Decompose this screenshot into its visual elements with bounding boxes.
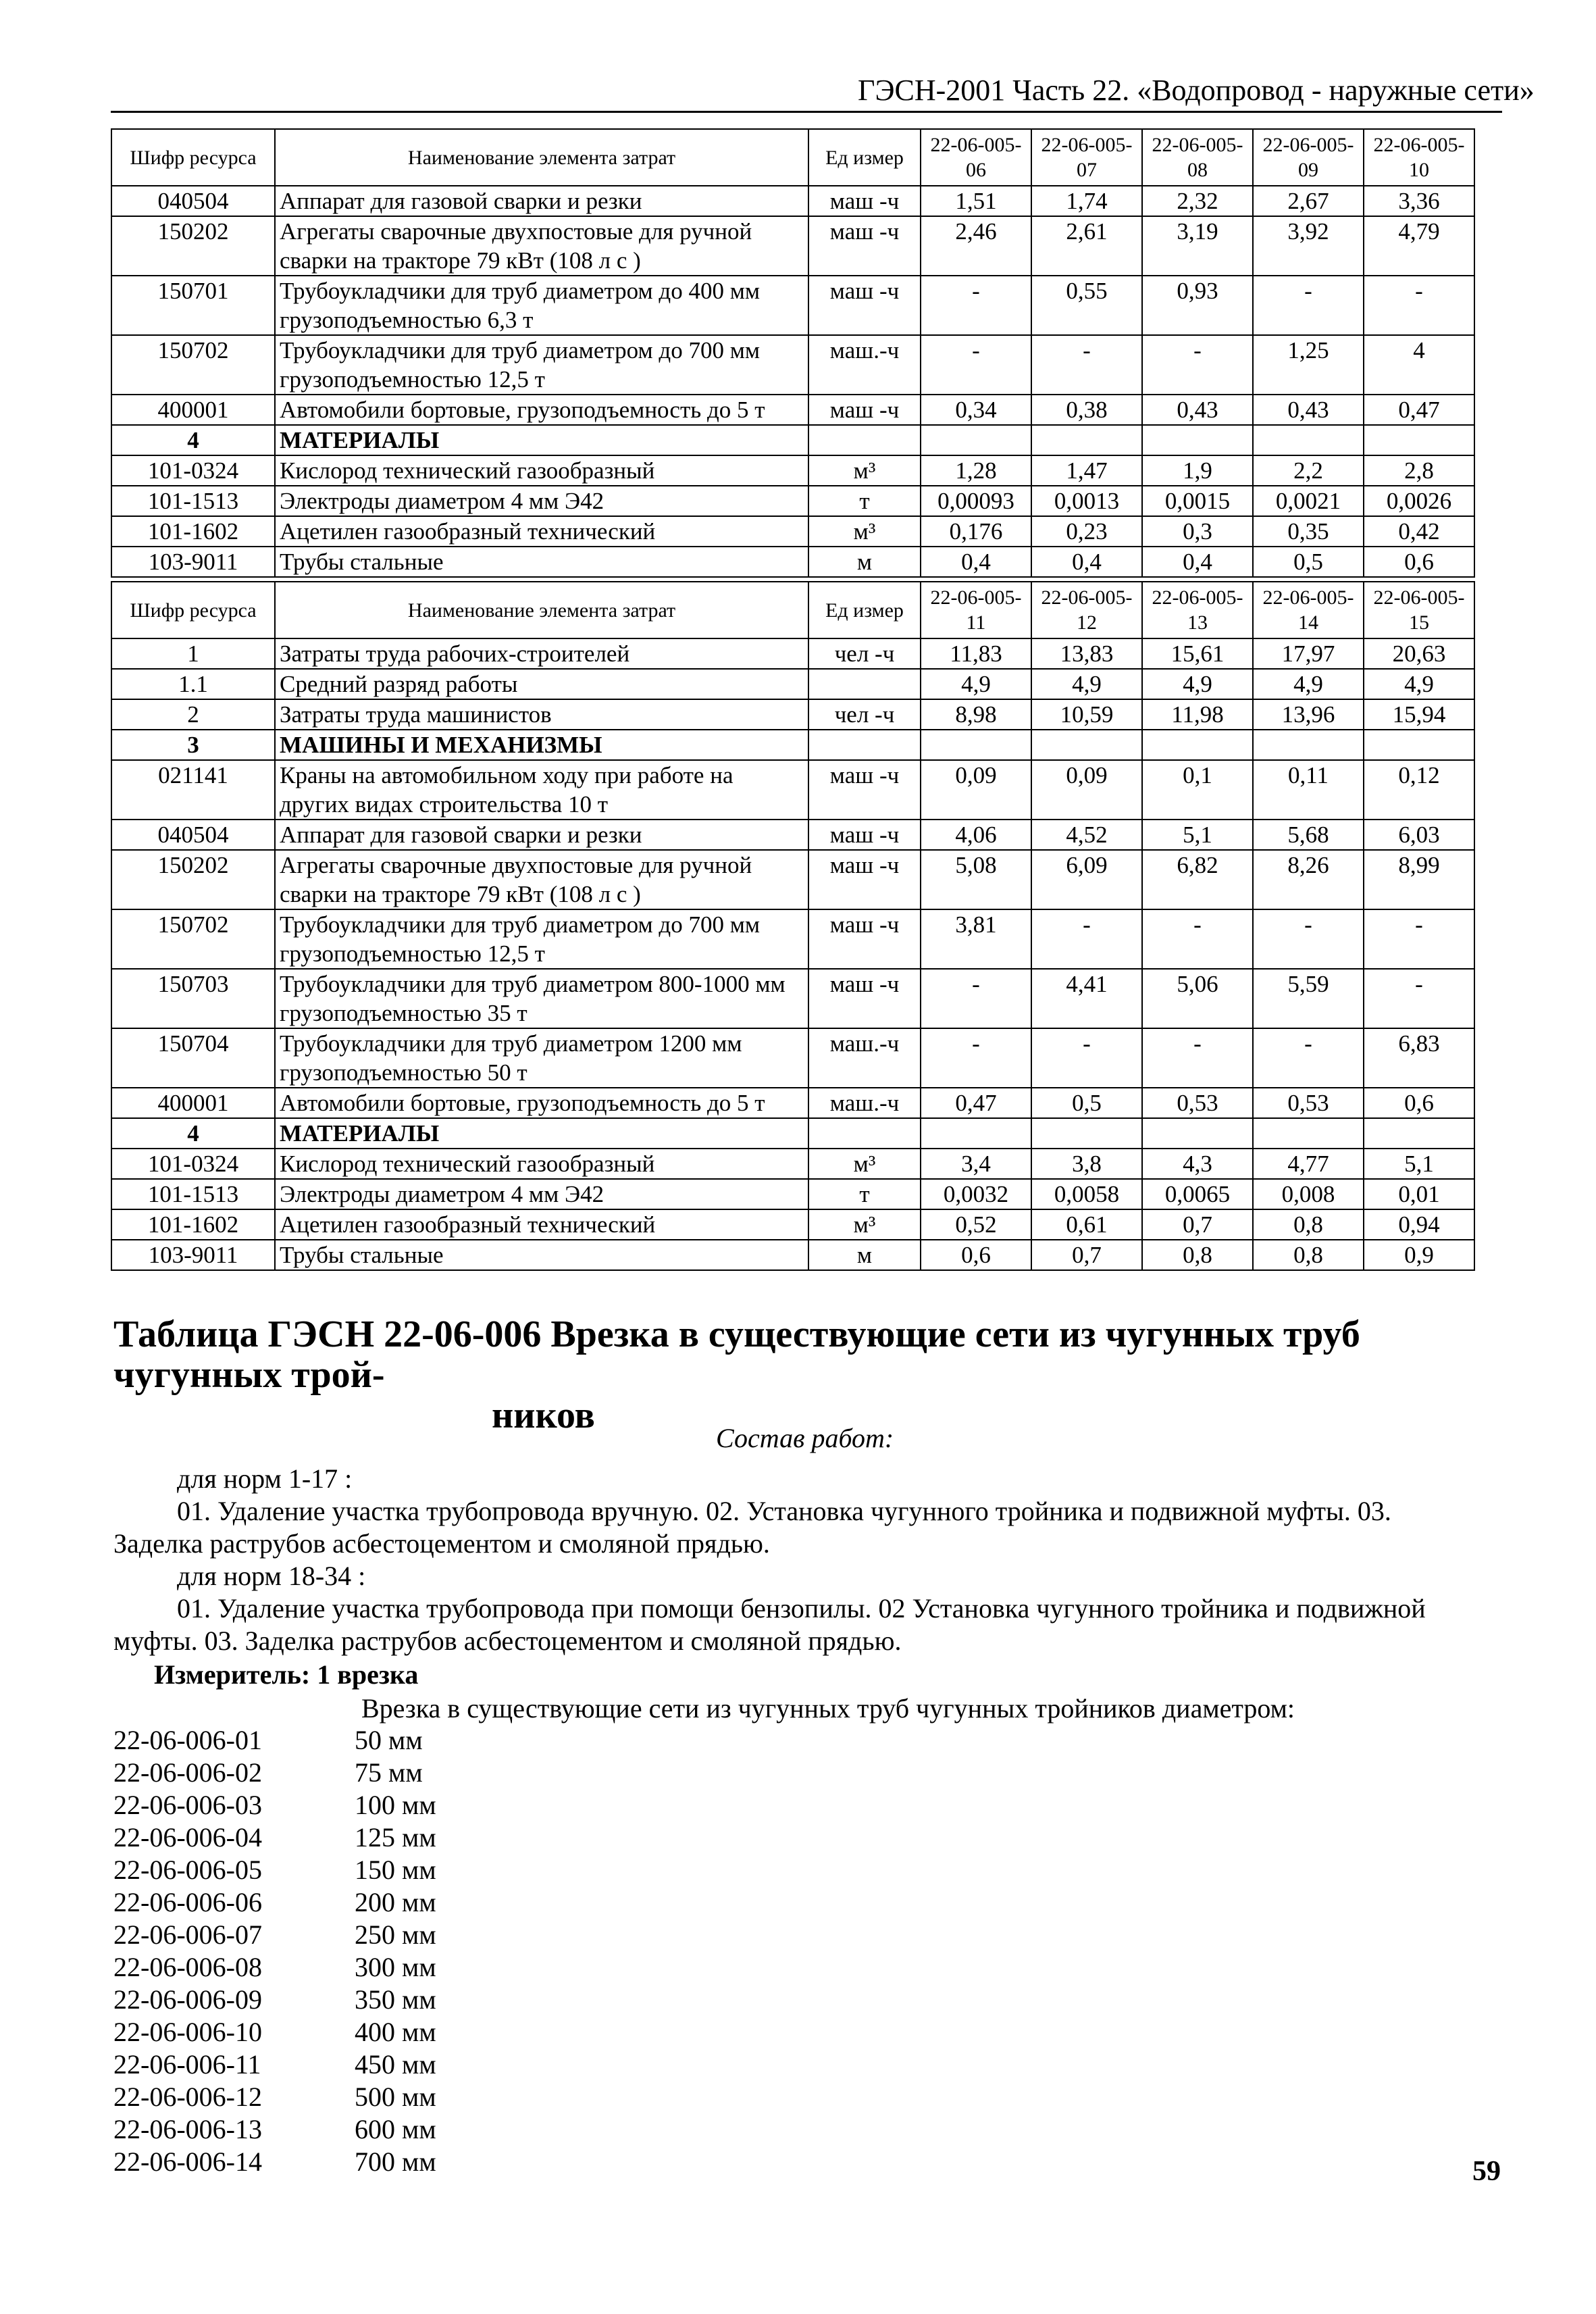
cell-value: 5,08 [921, 850, 1031, 909]
cell-value: 5,1 [1364, 1149, 1474, 1179]
cell-unit: м³ [808, 1149, 921, 1179]
table-row [111, 455, 1474, 486]
cell-value: 0,7 [1031, 1240, 1142, 1270]
cell-name: МАТЕРИАЛЫ [275, 1118, 808, 1149]
col-header-unit: Ед измер [808, 129, 921, 186]
cell-unit: маш -ч [808, 395, 921, 425]
norms-18-34-text-line1: 01. Удаление участка трубопровода при помощи бензопилы. 02 Установка чугунного тройника и подвижной [177, 1593, 1426, 1624]
cell-value: 0,3 [1142, 516, 1253, 547]
cell-value: 2,61 [1031, 216, 1142, 276]
cell-code: 150704 [111, 1028, 275, 1088]
table-row [111, 1209, 1474, 1240]
norm-code: 22-06-006-13 [113, 2114, 262, 2144]
cell-value: 8,26 [1253, 850, 1364, 909]
cell-value: - [921, 335, 1031, 395]
col-header-norm: 22-06-005-11 [921, 582, 1031, 638]
cell-value: 0,5 [1253, 547, 1364, 577]
norm-diameter: 75 мм [355, 1757, 423, 1788]
cell-value: 0,00093 [921, 486, 1031, 516]
cell-unit: м [808, 547, 921, 577]
cell-value: 11,83 [921, 638, 1031, 669]
cell-value: 0,0015 [1142, 486, 1253, 516]
cell-value: 4,9 [1142, 669, 1253, 699]
cell-value: 0,0058 [1031, 1179, 1142, 1209]
cell-unit: маш -ч [808, 276, 921, 335]
cell-value [1142, 425, 1253, 455]
cell-code: 040504 [111, 186, 275, 216]
cell-value: - [1142, 909, 1253, 969]
cell-value: 5,59 [1253, 969, 1364, 1028]
cell-value: 4,3 [1142, 1149, 1253, 1179]
cell-value: 3,4 [921, 1149, 1031, 1179]
cell-value: 10,59 [1031, 699, 1142, 730]
cell-value: 0,0032 [921, 1179, 1031, 1209]
cell-value: 17,97 [1253, 638, 1364, 669]
norm-code: 22-06-006-08 [113, 1952, 262, 1982]
table-row [111, 486, 1474, 516]
cell-code: 150703 [111, 969, 275, 1028]
cell-value: - [921, 276, 1031, 335]
col-header-norm: 22-06-005-12 [1031, 582, 1142, 638]
cell-value: 0,8 [1142, 1240, 1253, 1270]
cell-unit: м³ [808, 516, 921, 547]
norm-diameter: 700 мм [355, 2146, 436, 2177]
table-row [111, 276, 1474, 335]
cell-code: 150202 [111, 216, 275, 276]
norm-code: 22-06-006-06 [113, 1887, 262, 1917]
col-header-code: Шифр ресурса [111, 129, 275, 186]
table-row [111, 1088, 1474, 1118]
cell-value: - [1253, 909, 1364, 969]
col-header-norm: 22-06-005-10 [1364, 129, 1474, 186]
cell-unit: маш.-ч [808, 1088, 921, 1118]
cell-value: 0,12 [1364, 760, 1474, 820]
col-header-unit: Ед измер [808, 582, 921, 638]
norms-1-17-text-line1: 01. Удаление участка трубопровода вручную. 02. Установка чугунного тройника и подвижной муфты. 03. [177, 1496, 1391, 1526]
cell-name: Электроды диаметром 4 мм Э42 [275, 486, 808, 516]
cell-value: 0,7 [1142, 1209, 1253, 1240]
cell-unit: маш -ч [808, 216, 921, 276]
section-title-line1: Таблица ГЭСН 22-06-006 Врезка в существующие сети из чугунных труб чугунных трой- [113, 1313, 1360, 1396]
norm-diameter: 150 мм [355, 1855, 436, 1885]
cell-value: 4 [1364, 335, 1474, 395]
norm-diameter: 200 мм [355, 1887, 436, 1917]
cell-unit: т [808, 1179, 921, 1209]
cell-value: 3,92 [1253, 216, 1364, 276]
cell-name: Агрегаты сварочные двухпостовые для ручной сварки на тракторе 79 кВт (108 л с ) [275, 850, 808, 909]
cell-code: 1 [111, 638, 275, 669]
norm-diameter: 350 мм [355, 1984, 436, 2015]
cell-value: 4,9 [1031, 669, 1142, 699]
cell-value: - [1031, 909, 1142, 969]
norm-code: 22-06-006-02 [113, 1757, 262, 1788]
cell-unit: маш -ч [808, 186, 921, 216]
cell-value: 4,9 [1364, 669, 1474, 699]
table-row [111, 335, 1474, 395]
cell-value: 5,68 [1253, 820, 1364, 850]
cell-value [1253, 730, 1364, 760]
cell-unit: чел -ч [808, 638, 921, 669]
list-heading: Врезка в существующие сети из чугунных труб чугунных тройников диаметром: [361, 1693, 1295, 1724]
norm-code: 22-06-006-04 [113, 1822, 262, 1853]
norm-code: 22-06-006-09 [113, 1984, 262, 2015]
cell-name: Трубоукладчики для труб диаметром до 700 мм грузоподъемностью 12,5 т [275, 335, 808, 395]
col-header-norm: 22-06-005-15 [1364, 582, 1474, 638]
cell-value: 5,1 [1142, 820, 1253, 850]
cell-value: 20,63 [1364, 638, 1474, 669]
cell-value: 4,9 [921, 669, 1031, 699]
norm-code: 22-06-006-05 [113, 1855, 262, 1885]
cell-unit: маш -ч [808, 850, 921, 909]
cell-code: 101-0324 [111, 455, 275, 486]
cell-unit: м [808, 1240, 921, 1270]
cell-value: - [1031, 335, 1142, 395]
cell-name: Трубоукладчики для труб диаметром до 400 мм грузоподъемностью 6,3 т [275, 276, 808, 335]
table-row [111, 547, 1474, 577]
cell-value: 4,9 [1253, 669, 1364, 699]
cell-code: 103-9011 [111, 1240, 275, 1270]
cell-value: 1,25 [1253, 335, 1364, 395]
cell-value: 4,41 [1031, 969, 1142, 1028]
cell-value [1031, 730, 1142, 760]
cell-value: 3,81 [921, 909, 1031, 969]
cell-name: Трубоукладчики для труб диаметром 1200 мм грузоподъемностью 50 т [275, 1028, 808, 1088]
cell-code: 4 [111, 1118, 275, 1149]
cell-value: - [1142, 1028, 1253, 1088]
col-header-name: Наименование элемента затрат [275, 582, 808, 638]
cell-code: 400001 [111, 395, 275, 425]
cell-name: Трубы стальные [275, 547, 808, 577]
cell-value: 0,4 [921, 547, 1031, 577]
cell-code: 150701 [111, 276, 275, 335]
cell-value [921, 730, 1031, 760]
cell-value [1142, 730, 1253, 760]
cell-value: 0,43 [1253, 395, 1364, 425]
section-title-line2: ников [492, 1394, 595, 1436]
cell-value: - [1364, 909, 1474, 969]
cell-value: 0,43 [1142, 395, 1253, 425]
cell-value: 0,52 [921, 1209, 1031, 1240]
table-row [111, 186, 1474, 216]
cell-name: Кислород технический газообразный [275, 455, 808, 486]
cell-value: - [1364, 276, 1474, 335]
cell-name: Автомобили бортовые, грузоподъемность до 5 т [275, 395, 808, 425]
cell-value: 3,8 [1031, 1149, 1142, 1179]
norm-diameter: 600 мм [355, 2114, 436, 2144]
col-header-norm: 22-06-005-08 [1142, 129, 1253, 186]
cell-value: - [1142, 335, 1253, 395]
norms-1-17-label: для норм 1-17 : [177, 1463, 353, 1494]
cell-value: 0,35 [1253, 516, 1364, 547]
cell-value: 4,77 [1253, 1149, 1364, 1179]
table-section-row [111, 425, 1474, 455]
cell-value: 0,23 [1031, 516, 1142, 547]
cell-unit [808, 1118, 921, 1149]
cell-name: Краны на автомобильном ходу при работе на других видах строительства 10 т [275, 760, 808, 820]
norm-code: 22-06-006-11 [113, 2049, 261, 2080]
cell-value: 0,6 [1364, 547, 1474, 577]
cell-name: Ацетилен газообразный технический [275, 516, 808, 547]
cell-value: 0,53 [1142, 1088, 1253, 1118]
cell-value: 0,5 [1031, 1088, 1142, 1118]
cell-value: - [921, 969, 1031, 1028]
meter-label: Измеритель: 1 врезка [154, 1659, 419, 1690]
cell-value: 8,98 [921, 699, 1031, 730]
cell-unit: маш -ч [808, 820, 921, 850]
cell-name: Ацетилен газообразный технический [275, 1209, 808, 1240]
col-header-norm: 22-06-005-06 [921, 129, 1031, 186]
cell-value: 0,38 [1031, 395, 1142, 425]
table-row [111, 638, 1474, 669]
cell-value: 5,06 [1142, 969, 1253, 1028]
table-header-row [111, 582, 1474, 638]
cell-value: 0,42 [1364, 516, 1474, 547]
cell-value: 4,06 [921, 820, 1031, 850]
cell-code: 040504 [111, 820, 275, 850]
cell-name: Кислород технический газообразный [275, 1149, 808, 1179]
cell-value [1364, 1118, 1474, 1149]
cell-value: 4,52 [1031, 820, 1142, 850]
cell-value [1253, 425, 1364, 455]
cell-name: Затраты труда машинистов [275, 699, 808, 730]
section-title [113, 1314, 1505, 1436]
table-row [111, 760, 1474, 820]
cell-value: 6,83 [1364, 1028, 1474, 1088]
cell-value: 2,2 [1253, 455, 1364, 486]
cell-unit: маш.-ч [808, 335, 921, 395]
resource-table-1 [111, 128, 1475, 578]
norm-diameter: 100 мм [355, 1790, 436, 1820]
norm-code: 22-06-006-12 [113, 2082, 262, 2112]
cell-value: 0,94 [1364, 1209, 1474, 1240]
cell-name: Автомобили бортовые, грузоподъемность до 5 т [275, 1088, 808, 1118]
cell-value: 0,93 [1142, 276, 1253, 335]
page-header: ГЭСН-2001 Часть 22. «Водопровод - наружные сети» [858, 74, 1535, 107]
cell-value: 3,19 [1142, 216, 1253, 276]
cell-unit: маш.-ч [808, 1028, 921, 1088]
cell-value: 0,53 [1253, 1088, 1364, 1118]
cell-value: 1,28 [921, 455, 1031, 486]
norm-code: 22-06-006-14 [113, 2146, 262, 2177]
cell-name: МАШИНЫ И МЕХАНИЗМЫ [275, 730, 808, 760]
cell-unit: маш -ч [808, 909, 921, 969]
cell-value: 6,09 [1031, 850, 1142, 909]
col-header-norm: 22-06-005-07 [1031, 129, 1142, 186]
table-row [111, 969, 1474, 1028]
cell-value: 0,4 [1031, 547, 1142, 577]
cell-value: 0,01 [1364, 1179, 1474, 1209]
cell-unit: маш -ч [808, 969, 921, 1028]
norms-1-17-text-line2: Заделка раструбов асбестоцементом и смоляной прядью. [113, 1528, 770, 1559]
cell-code: 150702 [111, 909, 275, 969]
cell-value: 0,1 [1142, 760, 1253, 820]
norms-18-34-label: для норм 18-34 : [177, 1561, 366, 1591]
cell-value: 0,008 [1253, 1179, 1364, 1209]
cell-value: 1,47 [1031, 455, 1142, 486]
cell-code: 2 [111, 699, 275, 730]
cell-value: 6,03 [1364, 820, 1474, 850]
cell-unit: чел -ч [808, 699, 921, 730]
col-header-code: Шифр ресурса [111, 582, 275, 638]
cell-value: 0,6 [921, 1240, 1031, 1270]
cell-value: 13,83 [1031, 638, 1142, 669]
cell-value: 0,0021 [1253, 486, 1364, 516]
cell-name: Аппарат для газовой сварки и резки [275, 186, 808, 216]
cell-unit [808, 669, 921, 699]
cell-unit [808, 425, 921, 455]
cell-value: 2,67 [1253, 186, 1364, 216]
cell-value: 8,99 [1364, 850, 1474, 909]
cell-value: 6,82 [1142, 850, 1253, 909]
cell-value: - [1364, 969, 1474, 1028]
table-row [111, 850, 1474, 909]
cell-value: 0,6 [1364, 1088, 1474, 1118]
norm-code: 22-06-006-10 [113, 2017, 262, 2047]
cell-value: 1,51 [921, 186, 1031, 216]
cell-value [1142, 1118, 1253, 1149]
col-header-name: Наименование элемента затрат [275, 129, 808, 186]
header-rule [111, 111, 1502, 113]
cell-value: 13,96 [1253, 699, 1364, 730]
table-header-row [111, 129, 1474, 186]
cell-code: 150202 [111, 850, 275, 909]
cell-code: 103-9011 [111, 547, 275, 577]
norm-code: 22-06-006-01 [113, 1725, 262, 1755]
table-row [111, 699, 1474, 730]
table-section-row [111, 1118, 1474, 1149]
cell-code: 400001 [111, 1088, 275, 1118]
cell-value: 0,34 [921, 395, 1031, 425]
table-row [111, 820, 1474, 850]
resource-table-2 [111, 581, 1475, 1271]
cell-value: - [921, 1028, 1031, 1088]
table-row [111, 1179, 1474, 1209]
cell-name: Трубоукладчики для труб диаметром 800-1000 мм грузоподъемностью 35 т [275, 969, 808, 1028]
cell-value: 0,09 [1031, 760, 1142, 820]
cell-value: 2,46 [921, 216, 1031, 276]
cell-value: 0,0026 [1364, 486, 1474, 516]
cell-name: МАТЕРИАЛЫ [275, 425, 808, 455]
cell-code: 4 [111, 425, 275, 455]
cell-value: 11,98 [1142, 699, 1253, 730]
col-header-norm: 22-06-005-13 [1142, 582, 1253, 638]
cell-value [1031, 425, 1142, 455]
table-row [111, 669, 1474, 699]
cell-value: 0,8 [1253, 1209, 1364, 1240]
cell-value: 0,61 [1031, 1209, 1142, 1240]
cell-value: 0,47 [921, 1088, 1031, 1118]
norm-diameter: 450 мм [355, 2049, 436, 2080]
table-row [111, 1240, 1474, 1270]
cell-value: 1,74 [1031, 186, 1142, 216]
cell-value [1253, 1118, 1364, 1149]
cell-value: 3,36 [1364, 186, 1474, 216]
cell-code: 3 [111, 730, 275, 760]
cell-value [1364, 425, 1474, 455]
cell-name: Трубоукладчики для труб диаметром до 700 мм грузоподъемностью 12,5 т [275, 909, 808, 969]
cell-name: Агрегаты сварочные двухпостовые для ручной сварки на тракторе 79 кВт (108 л с ) [275, 216, 808, 276]
cell-name: Электроды диаметром 4 мм Э42 [275, 1179, 808, 1209]
cell-code: 101-1602 [111, 516, 275, 547]
cell-value [1364, 730, 1474, 760]
page-number: 59 [1472, 2156, 1501, 2187]
cell-unit [808, 730, 921, 760]
cell-value: 2,32 [1142, 186, 1253, 216]
norm-diameter: 250 мм [355, 1919, 436, 1950]
cell-code: 1.1 [111, 669, 275, 699]
cell-code: 101-0324 [111, 1149, 275, 1179]
table-section-row [111, 730, 1474, 760]
cell-name: Трубы стальные [275, 1240, 808, 1270]
norm-code: 22-06-006-03 [113, 1790, 262, 1820]
cell-value: 0,47 [1364, 395, 1474, 425]
cell-value: 0,0065 [1142, 1179, 1253, 1209]
cell-value: 2,8 [1364, 455, 1474, 486]
table-row [111, 1028, 1474, 1088]
cell-code: 021141 [111, 760, 275, 820]
norms-18-34-text-line2: муфты. 03. Заделка раструбов асбестоцементом и смоляной прядью. [113, 1626, 902, 1656]
composition-label: Состав работ: [716, 1423, 894, 1453]
cell-value: 0,09 [921, 760, 1031, 820]
cell-code: 101-1602 [111, 1209, 275, 1240]
cell-value: - [1253, 276, 1364, 335]
cell-name: Средний разряд работы [275, 669, 808, 699]
cell-name: Аппарат для газовой сварки и резки [275, 820, 808, 850]
norm-diameter: 400 мм [355, 2017, 436, 2047]
col-header-norm: 22-06-005-09 [1253, 129, 1364, 186]
cell-value: 0,11 [1253, 760, 1364, 820]
cell-unit: т [808, 486, 921, 516]
table-row [111, 516, 1474, 547]
cell-value: 0,0013 [1031, 486, 1142, 516]
cell-value: 0,4 [1142, 547, 1253, 577]
table-row [111, 216, 1474, 276]
cell-unit: м³ [808, 455, 921, 486]
norm-diameter: 500 мм [355, 2082, 436, 2112]
cell-code: 101-1513 [111, 1179, 275, 1209]
cell-code: 101-1513 [111, 486, 275, 516]
cell-code: 150702 [111, 335, 275, 395]
cell-value: - [1031, 1028, 1142, 1088]
cell-value: 0,176 [921, 516, 1031, 547]
table-row [111, 1149, 1474, 1179]
cell-value: 4,79 [1364, 216, 1474, 276]
col-header-norm: 22-06-005-14 [1253, 582, 1364, 638]
table-row [111, 395, 1474, 425]
cell-value [921, 425, 1031, 455]
cell-name: Затраты труда рабочих-строителей [275, 638, 808, 669]
cell-value: 0,55 [1031, 276, 1142, 335]
table-row [111, 909, 1474, 969]
cell-value [1031, 1118, 1142, 1149]
cell-value: 1,9 [1142, 455, 1253, 486]
cell-value: 0,9 [1364, 1240, 1474, 1270]
cell-value: 15,94 [1364, 699, 1474, 730]
norm-diameter: 50 мм [355, 1725, 423, 1755]
cell-value [921, 1118, 1031, 1149]
norm-diameter: 300 мм [355, 1952, 436, 1982]
cell-value: 15,61 [1142, 638, 1253, 669]
cell-value: 0,8 [1253, 1240, 1364, 1270]
norm-code: 22-06-006-07 [113, 1919, 262, 1950]
norm-diameter: 125 мм [355, 1822, 436, 1853]
cell-unit: маш -ч [808, 760, 921, 820]
cell-unit: м³ [808, 1209, 921, 1240]
cell-value: - [1253, 1028, 1364, 1088]
